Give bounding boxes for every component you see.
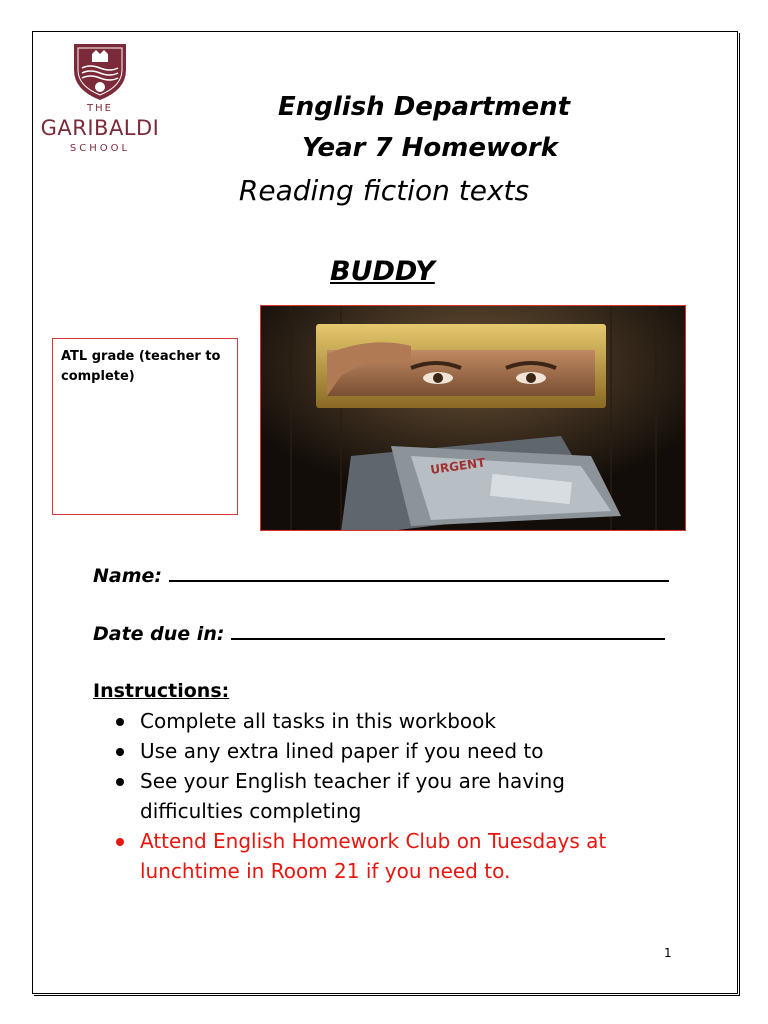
bullet-icon bbox=[116, 748, 124, 756]
list-item bbox=[112, 766, 610, 826]
urgent-stamp: URGENT bbox=[429, 455, 487, 477]
page-number: 1 bbox=[664, 946, 672, 960]
instructions-title: Instructions: bbox=[93, 680, 230, 702]
logo-school-name: GARIBALDI bbox=[40, 116, 160, 140]
atl-grade-label: ATL grade (teacher to complete) bbox=[61, 349, 221, 384]
department-heading: English Department bbox=[277, 92, 571, 122]
list-item bbox=[112, 736, 692, 766]
list-item bbox=[112, 826, 660, 886]
logo-school-word: SCHOOL bbox=[69, 143, 131, 154]
homework-heading: Year 7 Homework bbox=[301, 133, 558, 163]
book-cover-image bbox=[260, 305, 686, 531]
date-due-line bbox=[231, 620, 665, 640]
school-crest-icon bbox=[70, 40, 130, 102]
list-item bbox=[112, 706, 692, 736]
logo-the: THE bbox=[87, 103, 113, 114]
instructions-list bbox=[112, 706, 692, 886]
school-logo bbox=[36, 40, 164, 162]
name-label: Name: bbox=[93, 565, 163, 587]
bullet-icon bbox=[116, 718, 124, 726]
atl-grade-box[interactable] bbox=[52, 338, 238, 515]
name-field[interactable] bbox=[93, 562, 669, 587]
instruction-text: Attend English Homework Club on Tuesdays at lunchtime in Room 21 if you need to. bbox=[140, 829, 607, 883]
instruction-text: Use any extra lined paper if you need to bbox=[140, 739, 544, 763]
topic-heading: Reading fiction texts bbox=[238, 174, 530, 207]
instruction-text: See your English teacher if you are having difficulties completing bbox=[140, 769, 565, 823]
instruction-text: Complete all tasks in this workbook bbox=[140, 709, 496, 733]
name-line bbox=[169, 562, 669, 582]
bullet-icon bbox=[116, 838, 124, 846]
date-due-label: Date due in: bbox=[93, 623, 225, 645]
book-title: BUDDY bbox=[330, 256, 435, 287]
bullet-icon bbox=[116, 778, 124, 786]
date-due-field[interactable] bbox=[93, 620, 665, 645]
